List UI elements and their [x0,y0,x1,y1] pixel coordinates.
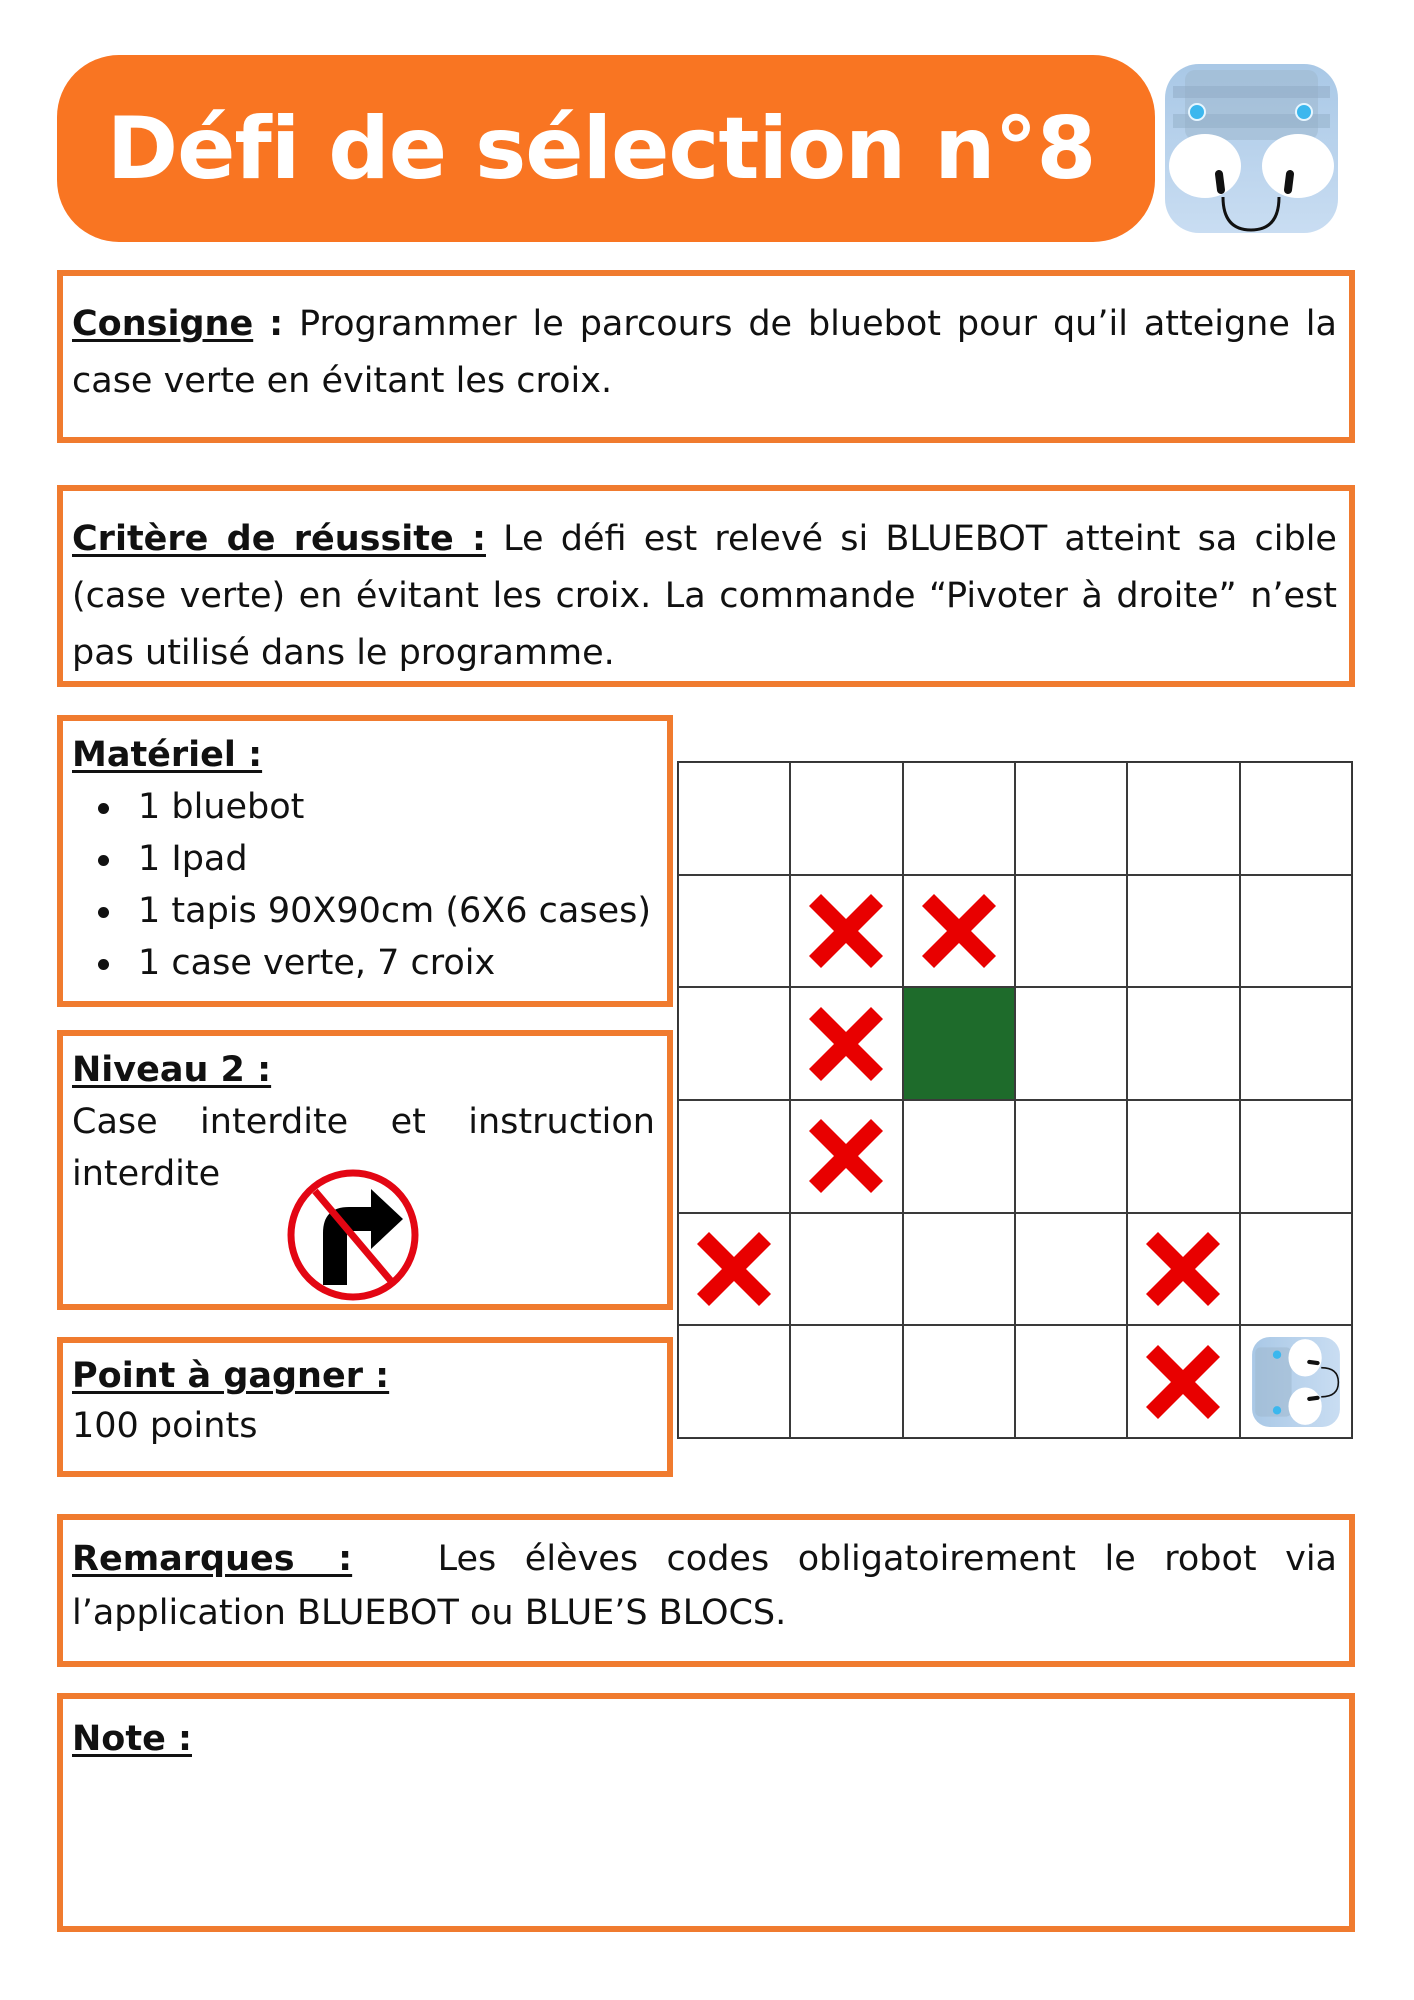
board-cell [678,987,790,1100]
materials-item: 1 tapis 90X90cm (6X6 cases) [98,885,655,937]
board-cell [1127,1213,1239,1326]
board-cell [678,875,790,988]
red-cross-icon [807,892,885,970]
board-cell [1240,762,1352,875]
board-cell [1015,1213,1127,1326]
remarks-label: Remarques : [72,1539,353,1579]
instruction-label: Consigne [72,304,254,344]
game-board-grid [677,761,1353,1439]
title-banner [57,55,1155,242]
board-cell [903,1213,1015,1326]
board-cell [678,1325,790,1438]
board-cell [790,1213,902,1326]
red-cross-icon [1144,1343,1222,1421]
board-cell [903,1325,1015,1438]
board-cell [790,875,902,988]
materials-item: 1 bluebot [98,781,655,833]
materials-label: Matériel : [72,735,263,775]
instruction-label-colon: : [269,304,284,344]
board-cell [1240,987,1352,1100]
points-box [57,1337,673,1477]
red-cross-icon [807,1117,885,1195]
materials-box [57,715,673,1007]
red-cross-icon [920,892,998,970]
level-box [57,1030,673,1310]
board-cell [1240,1100,1352,1213]
red-cross-icon [695,1230,773,1308]
materials-item: 1 Ipad [98,833,655,885]
page-title: Défi de sélection n°8 [106,98,1096,199]
instruction-text: Programmer le parcours de bluebot pour qu’il atteigne la case verte en évitant les croix. [72,304,1337,401]
board-cell [1015,875,1127,988]
bluebot-robot-icon [1250,1336,1342,1428]
board-cell [790,987,902,1100]
points-value: 100 points [72,1406,258,1446]
bluebot-robot-icon [1163,62,1340,235]
no-right-turn-icon [285,1167,421,1303]
board-cell [903,1100,1015,1213]
board-cell [678,1100,790,1213]
board-cell [1015,1325,1127,1438]
remarks-box [57,1514,1355,1667]
board-cell [1127,875,1239,988]
board-cell [790,1100,902,1213]
materials-list [72,781,655,989]
board-cell [903,762,1015,875]
board-cell [1015,762,1127,875]
success-criteria-text: Le défi est relevé si BLUEBOT atteint sa cible (case verte) en évitant les croix. La commande “Pivoter à droite” n’est pas utilisé dans le programme. [72,519,1337,673]
board-cell [1127,762,1239,875]
board-cell [678,1213,790,1326]
board-cell [1240,1325,1352,1438]
board-cell [790,762,902,875]
note-box[interactable] [57,1693,1355,1932]
points-label: Point à gagner : [72,1356,390,1396]
success-criteria-box [57,485,1355,687]
board-cell [1127,987,1239,1100]
remarks-text: Les élèves codes obligatoirement le robot via l’application BLUEBOT ou BLUE’S BLOCS. [72,1539,1338,1633]
board-cell-target-green [903,987,1015,1100]
board-cell [678,762,790,875]
board-cell [1240,1213,1352,1326]
materials-item: 1 case verte, 7 croix [98,937,655,989]
board-cell [790,1325,902,1438]
instruction-box [57,270,1355,443]
board-cell [1240,875,1352,988]
success-criteria-label: Critère de réussite : [72,519,486,559]
board-cell [1015,987,1127,1100]
note-label: Note : [72,1719,192,1759]
board-cell [1015,1100,1127,1213]
red-cross-icon [1144,1230,1222,1308]
board-cell [1127,1100,1239,1213]
board-cell [903,875,1015,988]
board-cell [1127,1325,1239,1438]
level-label: Niveau 2 : [72,1050,272,1090]
level-text: Case interdite et instruction interdite [72,1102,655,1194]
red-cross-icon [807,1005,885,1083]
